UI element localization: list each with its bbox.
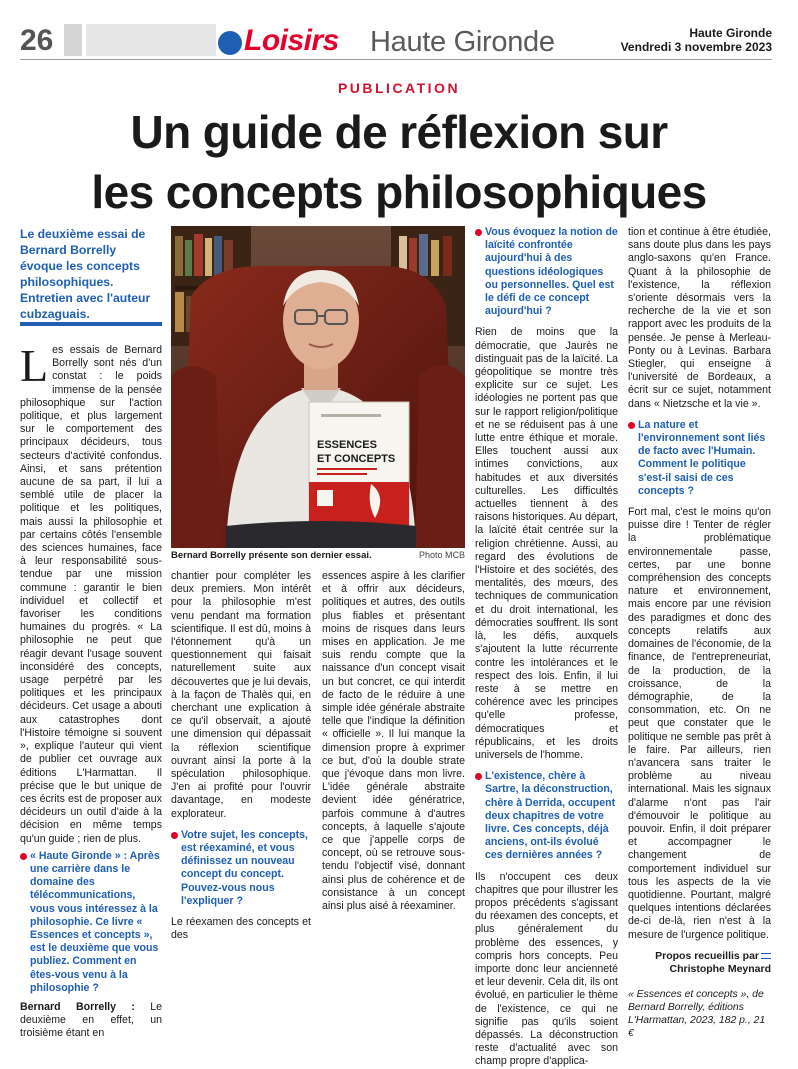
question-3 [475, 226, 618, 318]
question-1-text: « Haute Gironde » : Après une carrière dans le domaine des télécommunications, vous vous intéressez à la philosophie. Ce livre « Essences et concepts », est le deuxième que vous publiez. Comment en êtes-vous venu à la philosophie ? [30, 849, 160, 994]
question-2 [171, 829, 311, 908]
article-kicker: PUBLICATION [337, 80, 461, 96]
question-4 [475, 770, 618, 862]
bullet-icon [628, 422, 635, 429]
question-2-text: Votre sujet, les concepts, est réexaminé, et vous définissez un nouveau concept du concept. Pouvez-vous nous l'expliquer ? [181, 828, 308, 907]
answer-2-continued: essences aspire à les clarifier et à offrir aux décideurs, politiques et autres, des outils plus fiables et présentant moins de risques dans leurs mises en application. Je me suis rendu compte que la naissance d'un concept visait un but concret, ce qui interdit de facto de le réduire à une simple idée générale abstraite telle que l'indique la définition « officielle ». Il lui manque la dimension propre à exprimer ce but, d'où la double strate que j'évoque dans mon livre. L'idée générale abstraite devient idée génératrice, parfois commune à d'autres concepts, à laquelle s'ajoute ce que j'appelle corps de concept, où se retrouve sous-tendu l'objectif visé, donnant ainsi plus de cohérence et de consistance à un concept ainsi plus aisé à réexaminer. [322, 570, 465, 913]
answer-3: Rien de moins que la démocratie, que Jaurès ne distinguait pas de la laïcité. La géopolitique se montre très explicite sur ce sujet. Les idéologies ne portent pas que sur le rapport religion/politique et ne se réduisent pas à une lutte entre éthique et morale. Elles touchent aussi aux intimes convictions, aux habitudes et aux diversités culturelles. Les difficultés actuelles tiennent à des raisons historiques. Au départ, la laïcité était centrée sur la religion chrétienne. Aussi, au regard des évolutions de l'Histoire et des sociétés, des mentalités, des mœurs, des techniques de communication et du droit international, les démocraties souffrent. Ils sont là, les défis, auxquels s'ajoutent la lutte récurrente contre les intolérances et le respect des lois. Enfin, il lui reste à se mettre en cohérence avec les principes qu'elle professe, démocratiques et républicains, et les droits universels de l'homme. [475, 326, 618, 761]
photo-caption [171, 550, 465, 561]
signature-line-1: Propos recueillis par [655, 949, 759, 962]
signature-line-2: Christophe Meynard [669, 962, 771, 975]
lead-underline [20, 322, 162, 326]
title-line-1: Un guide de réflexion sur [130, 106, 668, 158]
region-name: Haute Gironde [370, 26, 555, 58]
header-decor-bar [64, 24, 82, 56]
intro-text: es essais de Bernard Borrelly sont nés d'un constat : le poids immense de la pensée philosophique sur l'action politique, et plus largement sur le comportement des principaux décideurs, tous secteurs d'activité confondus. Ainsi, et sans prétention aucune de sa part, il lui a semblé utile de placer la politique et les politiques, mais aussi la philosophie et par certains côtés l'ensemble des sciences humaines, face à leur responsabilité sous-tendue par une mission commune : garantir le bien individuel et collectif et favoriser les conditions humaines du progrès. « La philosophie ne peut que réagir devant l'usage souvent inconsidéré des concepts, usage perpétré par les politiques et les principaux décideurs. Cet usage a abouti aux catastrophes dont l'Histoire témoigne si souvent », explique l'auteur qui vient de publier cet ouvrage aux éditions L'Harmattan. Il précise que le but unique de ces écrits est de proposer aux décideurs un outil d'aide à la décision en même temps qu'un guide ; rien de plus. [20, 344, 162, 845]
signature-mark-icon [761, 953, 771, 959]
article-title [20, 102, 778, 222]
issue-date: Vendredi 3 novembre 2023 [620, 40, 772, 54]
author-signature [628, 950, 771, 976]
answer-4: Ils n'occupent ces deux chapitres que pour illustrer les propos précédents s'agissant du réexamen des concepts, et plus généralement du problème des essences, y compris hors concepts. Peu importe donc leur ancienneté et leur devenir. Cela dit, ils ont évolué, en particulier le thème de l'existence, ce qui ne signifie pas qu'ils soient dépassés. La déconstruction reste d'actualité avec son champ propre d'applica- [475, 870, 618, 1068]
paper-name: Haute Gironde [689, 26, 772, 40]
answer-2-start: Le réexamen des concepts et des [171, 916, 311, 942]
drop-cap: L [20, 340, 49, 391]
bullet-icon [475, 229, 482, 236]
header-divider [20, 59, 772, 60]
book-reference: « Essences et concepts », de Bernard Borrelly, éditions L'Harmattan, 2023, 182 p., 21 € [628, 988, 766, 1039]
column-5 [628, 226, 771, 1040]
bullet-icon [475, 773, 482, 780]
photo-credit: Photo MCB [418, 550, 465, 560]
answer-5: Fort mal, c'est le moins qu'on puisse dire ! Tenter de régler la problématique environnementale passe, certes, par une bonne compréhension des concepts nature et environnement, mais encore par une révision des paradigmes et donc des concepts relatifs aux domaines de l'économie, de la finance, de l'entrepreneuriat, de la production, de la croissance, de la démographie, de la consommation, etc. On ne peut que constater que le politique ne semble pas prêt à le faire. Par ailleurs, rien n'avancera sans traiter le problème au niveau international. Mais les signaux d'alarme n'ont pas l'air d'émouvoir le politique au pouvoir. Enfin, il doit préparer et accompagner le changement de comportement individuel sur tous les aspects de la vie quotidienne. Pourtant, malgré quelques intentions déclarées de-ci de-là, rien n'est à la mesure de l'urgence politique. [628, 506, 771, 941]
column-1 [20, 340, 162, 1041]
question-1 [20, 850, 162, 995]
caption-text: Bernard Borrelly présente son dernier essai. [171, 550, 372, 561]
answer-1-text: Le deuxième en effet, un troisième étant en [20, 1000, 162, 1040]
section-name: Loisirs [244, 24, 339, 57]
book-title-line-1: ESSENCES [317, 439, 377, 451]
column-4 [475, 226, 618, 1069]
column-3 [322, 570, 465, 913]
answer-4-continued: tion et continue à être étudiée, sans doute plus dans les pays anglo-saxons qu'en France. Quant à la philosophie de l'existence, la réflexion s'oriente désormais vers la recherche de la vie et son rapport avec les produits de la pensée. Je pense à Merleau-Ponty ou à Levinas. Barbara Stiegler, qui enseigne à l'université de Bordeaux, a écrit sur ce sujet, notamment dans « Nietzsche et la vie ». [628, 226, 771, 410]
speaker-name: Bernard Borrelly : [20, 1000, 135, 1013]
book-title-line-2: ET CONCEPTS [317, 453, 396, 465]
bullet-icon [20, 853, 27, 860]
article-photo [171, 226, 465, 548]
question-3-text: Vous évoquez la notion de laïcité confrontée aujourd'hui à des questions idéologiques ou personnelles. Quel est le défi de ce concept aujourd'hui ? [485, 226, 618, 318]
header-decor-band [86, 24, 216, 56]
question-5-text: La nature et l'environnement sont liés de facto avec l'Humain. Comment le politique s'est-il saisi de ces concepts ? [638, 418, 766, 497]
question-4-text: L'existence, chère à Sartre, la déconstruction, chère à Derrida, occupent deux chapitres de votre livre. Ces concepts, déjà anciens, ont-ils évolué ces dernières années ? [485, 770, 616, 862]
answer-1-start [20, 1001, 162, 1041]
question-5 [628, 419, 771, 498]
column-2 [171, 570, 311, 942]
article-lead: Le deuxième essai de Bernard Borrelly évoque les concepts philosophiques. Entretien avec l'auteur cubzaguais. [20, 227, 151, 321]
page-number: 26 [20, 24, 54, 57]
section-dot-icon [218, 31, 242, 55]
answer-1-continued: chantier pour compléter les deux premiers. Mon intérêt pour la philosophie m'est venu pendant ma formation scientifique. Il est dû, moins à l'étonnement qu'à un questionnement qui faisait naturellement suite aux découvertes que je lui devais, à la façon de Thalès qui, en cherchant une explication à ce qu'il observait, a ajouté une dimension qui dépassait la réflexion scientifique ouvrant ainsi la porte à la spéculation philosophique. J'en ai profité pour l'ouvrir davantage, en modeste explorateur. [171, 570, 311, 820]
photo-illustration [171, 226, 465, 548]
intro-paragraph [20, 340, 162, 846]
page-header [0, 0, 798, 60]
bullet-icon [171, 832, 178, 839]
header-meta [621, 26, 772, 54]
title-line-2: les concepts philosophiques [91, 166, 707, 218]
